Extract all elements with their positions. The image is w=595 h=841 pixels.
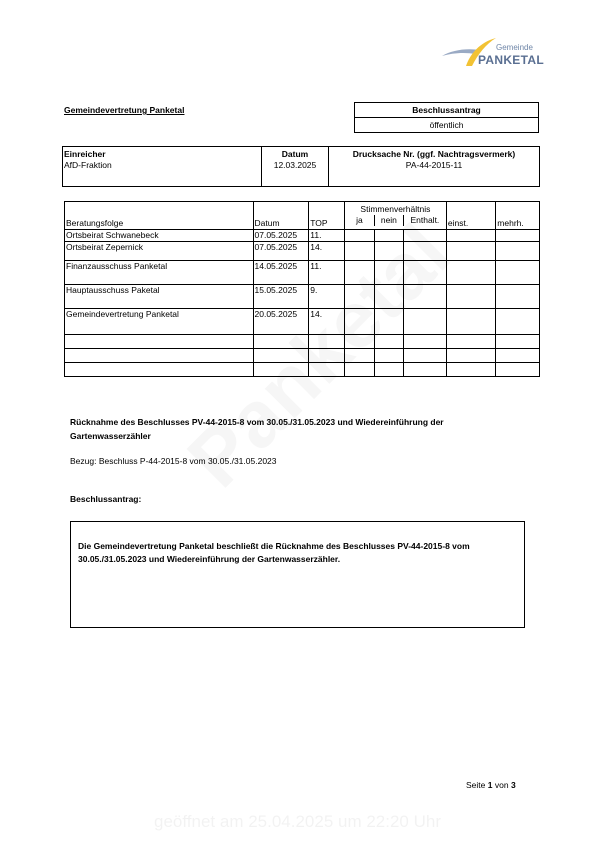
print-number-label: Drucksache Nr. (ggf. Nachtragsvermerk) — [352, 149, 516, 159]
sequence-body-cell: Ortsbeirat Zepernick — [65, 242, 254, 261]
vote-cell — [403, 230, 446, 242]
sequence-row — [65, 242, 540, 261]
vote-cell — [446, 309, 495, 335]
vote-cell — [374, 309, 403, 335]
date-value: 12.03.2025 — [273, 160, 317, 170]
reference-text: Bezug: Beschluss P-44-2015-8 vom 30.05./31.05.2023 — [70, 456, 277, 466]
page-mid: von — [494, 780, 509, 790]
sequence-date-cell — [253, 349, 309, 363]
vote-cell — [344, 242, 374, 261]
vote-cell — [374, 242, 403, 261]
sequence-top-cell: 9. — [309, 285, 345, 309]
sequence-top-cell — [309, 363, 345, 377]
vote-cell — [374, 230, 403, 242]
sequence-body-cell — [65, 335, 254, 349]
sequence-body-cell: Hauptausschuss Paketal — [65, 285, 254, 309]
logo-small-text: Gemeinde — [496, 43, 533, 52]
opened-stamp: geöffnet am 25.04.2025 um 22:20 Uhr — [154, 812, 441, 831]
votes-header: Stimmenverhältnis — [360, 204, 431, 214]
org-title: Gemeindevertretung Panketal — [64, 105, 185, 115]
vote-cell — [496, 261, 540, 285]
vote-col-no: nein — [374, 215, 403, 226]
doc-type-box — [354, 102, 539, 133]
sequence-row — [65, 363, 540, 377]
sequence-row — [65, 261, 540, 285]
vote-cell — [374, 335, 403, 349]
vote-cell — [374, 261, 403, 285]
sequence-row — [65, 335, 540, 349]
vote-col-unanimous: einst. — [446, 202, 495, 230]
sequence-row — [65, 230, 540, 242]
vote-cell — [496, 230, 540, 242]
sequence-row — [65, 309, 540, 335]
vote-cell — [344, 309, 374, 335]
doc-type: Beschlussantrag — [355, 103, 539, 118]
vote-cell — [496, 335, 540, 349]
vote-cell — [496, 242, 540, 261]
sequence-header: Beratungsfolge — [65, 202, 254, 230]
sequence-body-cell: Finanzausschuss Panketal — [65, 261, 254, 285]
sequence-date-cell — [253, 363, 309, 377]
vote-cell — [344, 363, 374, 377]
vote-cell — [374, 349, 403, 363]
sequence-date-cell: 15.05.2025 — [253, 285, 309, 309]
sequence-body-cell — [65, 349, 254, 363]
vote-col-yes: ja — [356, 215, 363, 225]
vote-col-abstain: Enthalt. — [403, 215, 446, 226]
vote-cell — [344, 349, 374, 363]
subject-title — [70, 415, 444, 443]
submitter-label: Einreicher — [64, 149, 106, 159]
sequence-date-header: Datum — [253, 202, 309, 230]
sequence-top-cell: 14. — [309, 242, 345, 261]
sequence-top-cell — [309, 335, 345, 349]
subject-line-1: Rücknahme des Beschlusses PV-44-2015-8 vom 30.05./31.05.2023 und Wiedereinführung der — [70, 417, 444, 427]
visibility-label: öffentlich — [355, 118, 539, 133]
sequence-row — [65, 349, 540, 363]
vote-cell — [496, 285, 540, 309]
sequence-date-cell: 14.05.2025 — [253, 261, 309, 285]
vote-cell — [446, 230, 495, 242]
page-total: 3 — [510, 780, 516, 790]
motion-box — [70, 521, 525, 628]
municipality-logo — [440, 34, 542, 68]
print-number-value: PA-44-2015-11 — [405, 160, 463, 170]
page-prefix: Seite — [466, 780, 486, 790]
sequence-date-cell: 07.05.2025 — [253, 242, 309, 261]
sequence-top-cell: 11. — [309, 230, 345, 242]
submitter-value: AfD-Fraktion — [64, 160, 112, 170]
sequence-rows — [65, 230, 540, 377]
logo-big-text: PANKETAL — [478, 53, 544, 67]
vote-cell — [446, 335, 495, 349]
sequence-row — [65, 285, 540, 309]
vote-cell — [403, 363, 446, 377]
vote-cell — [403, 309, 446, 335]
vote-cell — [374, 363, 403, 377]
sequence-top-cell — [309, 349, 345, 363]
vote-cell — [446, 242, 495, 261]
submission-info-table — [62, 146, 540, 187]
vote-cell — [403, 349, 446, 363]
vote-cell — [446, 363, 495, 377]
sequence-top-cell: 14. — [309, 309, 345, 335]
motion-line-2: 30.05./31.05.2023 und Wiedereinführung der Gartenwasserzähler. — [78, 554, 341, 564]
subject-line-2: Gartenwasserzähler — [70, 431, 151, 441]
vote-cell — [344, 230, 374, 242]
sequence-date-cell: 07.05.2025 — [253, 230, 309, 242]
vote-cell — [403, 242, 446, 261]
sequence-body-cell: Gemeindevertretung Panketal — [65, 309, 254, 335]
sequence-body-cell — [65, 363, 254, 377]
vote-cell — [403, 261, 446, 285]
date-label: Datum — [281, 149, 309, 159]
page-number — [466, 780, 516, 790]
motion-line-1: Die Gemeindevertretung Panketal beschließt die Rücknahme des Beschlusses PV-44-2015-8 vom — [78, 541, 470, 551]
sequence-body-cell: Ortsbeirat Schwanebeck — [65, 230, 254, 242]
vote-cell — [344, 285, 374, 309]
sequence-top-cell: 11. — [309, 261, 345, 285]
sequence-top-header: TOP — [309, 202, 345, 230]
vote-cell — [344, 335, 374, 349]
vote-cell — [403, 335, 446, 349]
vote-cell — [496, 363, 540, 377]
vote-col-majority: mehrh. — [496, 202, 540, 230]
consultation-table — [64, 201, 540, 377]
vote-cell — [446, 261, 495, 285]
sequence-date-cell — [253, 335, 309, 349]
vote-cell — [446, 349, 495, 363]
vote-cell — [403, 285, 446, 309]
motion-heading: Beschlussantrag: — [70, 494, 142, 504]
vote-cell — [496, 309, 540, 335]
vote-cell — [496, 349, 540, 363]
motion-text — [78, 540, 524, 566]
page-current: 1 — [487, 780, 493, 790]
vote-cell — [374, 285, 403, 309]
vote-cell — [446, 285, 495, 309]
sequence-date-cell: 20.05.2025 — [253, 309, 309, 335]
vote-cell — [344, 261, 374, 285]
